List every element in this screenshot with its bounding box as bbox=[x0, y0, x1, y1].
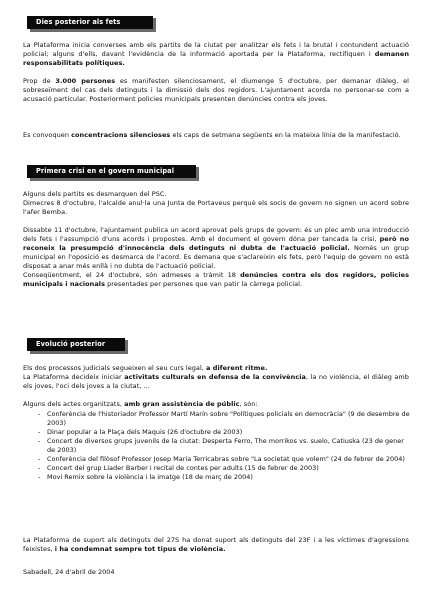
bold-text: activitats culturals en defensa de la convivència bbox=[124, 373, 306, 381]
section-heading-primera-crisi bbox=[27, 165, 196, 178]
text-run: , la no violència, el diàleg amb els joves, l'oci dels joves a la ciutat, ... bbox=[23, 373, 409, 390]
bold-text: demanen responsabilitats polítiques. bbox=[23, 49, 409, 67]
paragraph bbox=[23, 226, 409, 271]
text-run: La Plataforma inicia converses amb els partits de la ciutat per analitzar els fets i la brutal i contundent actuació policial; alguns d'ells, davant l'evidència de la informació aportada per la Plataforma, rectifiquen i bbox=[23, 41, 409, 58]
bold-text: denúncies contra els dos regidors, policies municipals i nacionals bbox=[23, 271, 409, 288]
section-heading-text: Evolució posterior bbox=[36, 340, 106, 348]
text-run: La Plataforma de suport als detinguts del 27S ha donat suport als detinguts del 23F i a les víctimes d'agressions feixistes, bbox=[23, 536, 409, 553]
paragraph bbox=[23, 77, 409, 104]
bold-text: a diferent ritme. bbox=[206, 364, 268, 372]
text-run: Prop de bbox=[23, 77, 56, 85]
text-run: Es convoquen bbox=[23, 131, 72, 139]
heading-shadow bbox=[30, 178, 199, 181]
text-run: els caps de setmana següents en la mateixa línia de la manifestació. bbox=[170, 131, 401, 139]
list-item: - Concert del grup Liader Barber i recital de contes per adults (15 de febrer de 2003) bbox=[38, 464, 410, 473]
paragraph bbox=[23, 131, 409, 140]
bold-text: però no reconeix la presumpció d'innocència dels detinguts ni dubta de l'actuació policial. bbox=[23, 234, 409, 252]
text-run: La Plataforma decideix iniciar bbox=[23, 373, 125, 381]
list-item: - Dinar popular a la Plaça dels Maquis (26 d'octubre de 2003) bbox=[38, 428, 410, 437]
list-item: - Conferència de l'historiador Professor Martí Marín sobre "Polítiques policials en democràcia" (9 de desembre de 2003) bbox=[38, 410, 410, 428]
signature-date: Sabadell, 24 d'abril de 2004 bbox=[23, 568, 115, 576]
paragraph bbox=[23, 400, 409, 409]
paragraph bbox=[23, 364, 409, 373]
paragraph bbox=[23, 536, 409, 554]
bold-text: 3.000 persones bbox=[55, 77, 116, 85]
text-run: Alguns dels actes organitzats, bbox=[23, 400, 125, 408]
text-run: , són: bbox=[239, 400, 258, 408]
text-run: Dimecres 8 d'octubre, l'alcalde anul·la una Junta de Portaveus perquè els socis de govern no signen un acord sobre l'afer Bemba. bbox=[23, 199, 409, 216]
text-run: Els dos processos judicials segueixen el seu curs legal, bbox=[23, 364, 207, 372]
bold-text: concentracions silencioses bbox=[71, 131, 171, 139]
paragraph bbox=[23, 190, 409, 199]
paragraph bbox=[23, 373, 409, 391]
paragraph bbox=[23, 199, 409, 217]
list-item: - Movi Remix sobre la violència i la imatge (18 de març de 2004) bbox=[38, 473, 410, 482]
text-run: Alguns dels partits es desmarquen del PSC. bbox=[23, 190, 167, 198]
section-heading-evolucio bbox=[27, 338, 125, 351]
text-run: Dissabte 11 d'octubre, l'ajuntament publica un acord aprovat pels grups de govern: és un plec amb una introducció dels fets i l'assumpció d'uns acords i propostes. Amb el document el govern dóna per tancada la crisi, bbox=[23, 226, 409, 243]
text-run: es manifesten silenciosament, el diumenge 5 d'octubre, per demanar diàleg, el sobreseïment del cas dels detinguts i la dimissió dels dos regidors. L'ajuntament acorda no personar-se com a acusació particular. Posteriorment policies municipals presenten denúncies contra els joves. bbox=[23, 77, 409, 103]
text-run: presentades per persones que van patir la càrrega policial. bbox=[105, 279, 303, 288]
section-heading-text: Dies posterior als fets bbox=[36, 18, 121, 26]
paragraph bbox=[23, 271, 409, 289]
section-heading-text: Primera crisi en el govern municipal bbox=[36, 167, 175, 175]
list-item: - Conferència del filòsof Professor Josep Maria Terricabras sobre "La societat que volem" (24 de febrer de 2004) bbox=[38, 455, 410, 464]
text-run: Només un grup municipal en l'oposició es desmarca de l'acord. Es demana que s'aclareixin els fets, però l'equip de govern no està disposat a anar més enllà i no dubta de l'actuació policial. bbox=[23, 243, 409, 270]
heading-shadow bbox=[30, 29, 156, 32]
list-item: - Concert de diversos grups juvenils de la ciutat: Desperta Ferro, The morrikos vs. suelo, Catiuska (23 de gener de 2003) bbox=[38, 437, 410, 455]
bold-text: i ha condemnat sempre tot tipus de violència. bbox=[54, 544, 226, 553]
events-list bbox=[38, 410, 410, 482]
heading-shadow bbox=[30, 351, 128, 354]
text-run: Conseqüentment, el 24 d'octubre, són admeses a tràmit 18 bbox=[23, 271, 241, 279]
paragraph bbox=[23, 41, 409, 68]
section-heading-dies-posterior bbox=[27, 16, 153, 29]
bold-text: amb gran assistència de públic bbox=[124, 400, 240, 408]
